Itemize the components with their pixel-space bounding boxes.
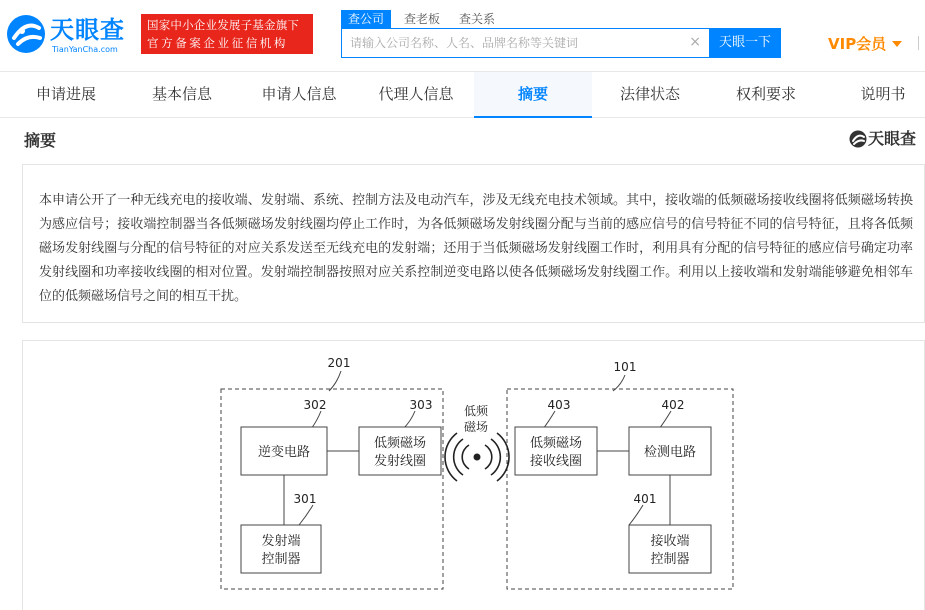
patent-nav-tabs (0, 72, 925, 118)
badge-line-2: 官方备案企业征信机构 (147, 36, 288, 50)
logo-eye-icon (6, 14, 46, 54)
inverter-text: 逆变电路 (257, 445, 311, 460)
tab-application-progress[interactable]: 申请进展 (35, 85, 96, 103)
rx-ctrl-text-1: 接收端 (650, 534, 690, 549)
tab-search-company[interactable]: 查公司 (341, 10, 391, 28)
tab-description[interactable]: 说明书 (860, 85, 906, 103)
caret-down-icon (892, 41, 902, 47)
field-text-1: 低频 (463, 404, 489, 418)
logo-text: 天眼查 (50, 16, 125, 44)
watermark-text: 天眼查 (868, 129, 917, 148)
detect-text: 检测电路 (643, 445, 697, 460)
abstract-figure (23, 341, 925, 610)
abstract-text: 本申请公开了一种无线充电的接收端、发射端、系统、控制方法及电动汽车，涉及无线充电技术领域。其中，接收端的低频磁场接收线圈将低频磁场转换为感应信号；接收端控制器当各低频磁场发射线圈均停止工作时，为各低频磁场发射线圈分配与当前的感应信号的信号特征不同的信号特征，且将各低频磁场发射线圈与分配的信号特征的对应关系发送至无线充电的发射端；还用于当低频磁场发射线圈工作时，利用具有分配的信号特征的感应信号确定功率发射线圈和功率接收线圈的相对位置。发射端控制器按照对应关系控制逆变电路以使各低频磁场发射线圈工作。利用以上接收端和发射端能够避免相邻车位的低频磁场信号之间的相互干扰。 (39, 193, 913, 304)
tab-agent-info[interactable]: 代理人信息 (378, 85, 454, 103)
logo-domain: TianYanCha.com (52, 45, 118, 54)
search-input[interactable] (342, 29, 672, 57)
tianyancha-logo[interactable] (6, 10, 132, 58)
tab-legal-status[interactable]: 法律状态 (619, 85, 680, 103)
tab-applicant-info[interactable]: 申请人信息 (261, 85, 337, 103)
leader-403 (543, 411, 555, 429)
search-box (341, 28, 709, 58)
header-divider (918, 36, 919, 50)
label-302: 302 (303, 398, 327, 412)
tab-basic-info[interactable]: 基本信息 (151, 85, 212, 103)
leader-302 (311, 411, 321, 429)
leader-303 (403, 411, 415, 429)
badge-line-1: 国家中小企业发展子基金旗下 (147, 18, 300, 32)
field-text-2: 磁场 (463, 420, 489, 434)
tab-search-relation[interactable]: 查关系 (459, 12, 496, 26)
label-101: 101 (613, 360, 637, 374)
watermark-eye-icon (849, 130, 867, 148)
leader-401 (629, 505, 643, 525)
lf-rx-text-1: 低频磁场 (529, 436, 583, 451)
tab-abstract[interactable]: 摘要 (474, 72, 592, 118)
tx-ctrl-text-1: 发射端 (261, 534, 301, 549)
vip-label: VIP会员 (828, 35, 887, 53)
label-201: 201 (327, 356, 351, 370)
tab-search-boss[interactable]: 查老板 (404, 12, 441, 26)
leader-402 (659, 411, 671, 429)
top-header (0, 0, 925, 72)
label-402: 402 (661, 398, 685, 412)
leader-301 (299, 505, 313, 525)
tx-ctrl-text-2: 控制器 (261, 552, 301, 567)
abstract-figure-box (22, 340, 925, 610)
clear-icon[interactable]: × (689, 34, 701, 50)
tab-claims[interactable]: 权利要求 (735, 85, 796, 103)
label-401: 401 (633, 492, 657, 506)
rx-ctrl-text-2: 控制器 (650, 552, 690, 567)
lf-tx-text-2: 发射线圈 (373, 454, 427, 469)
search-button[interactable]: 天眼一下 (709, 28, 781, 58)
lf-tx-text-1: 低频磁场 (373, 436, 427, 451)
label-403: 403 (547, 398, 571, 412)
label-303: 303 (409, 398, 433, 412)
leader-201 (329, 371, 341, 391)
abstract-box (22, 164, 925, 323)
section-title: 摘要 (24, 131, 57, 150)
lf-rx-text-2: 接收线圈 (529, 454, 583, 469)
label-301: 301 (293, 492, 317, 506)
official-badge (141, 14, 313, 54)
vip-member-button[interactable] (828, 33, 902, 54)
signal-center-dot (474, 454, 481, 461)
